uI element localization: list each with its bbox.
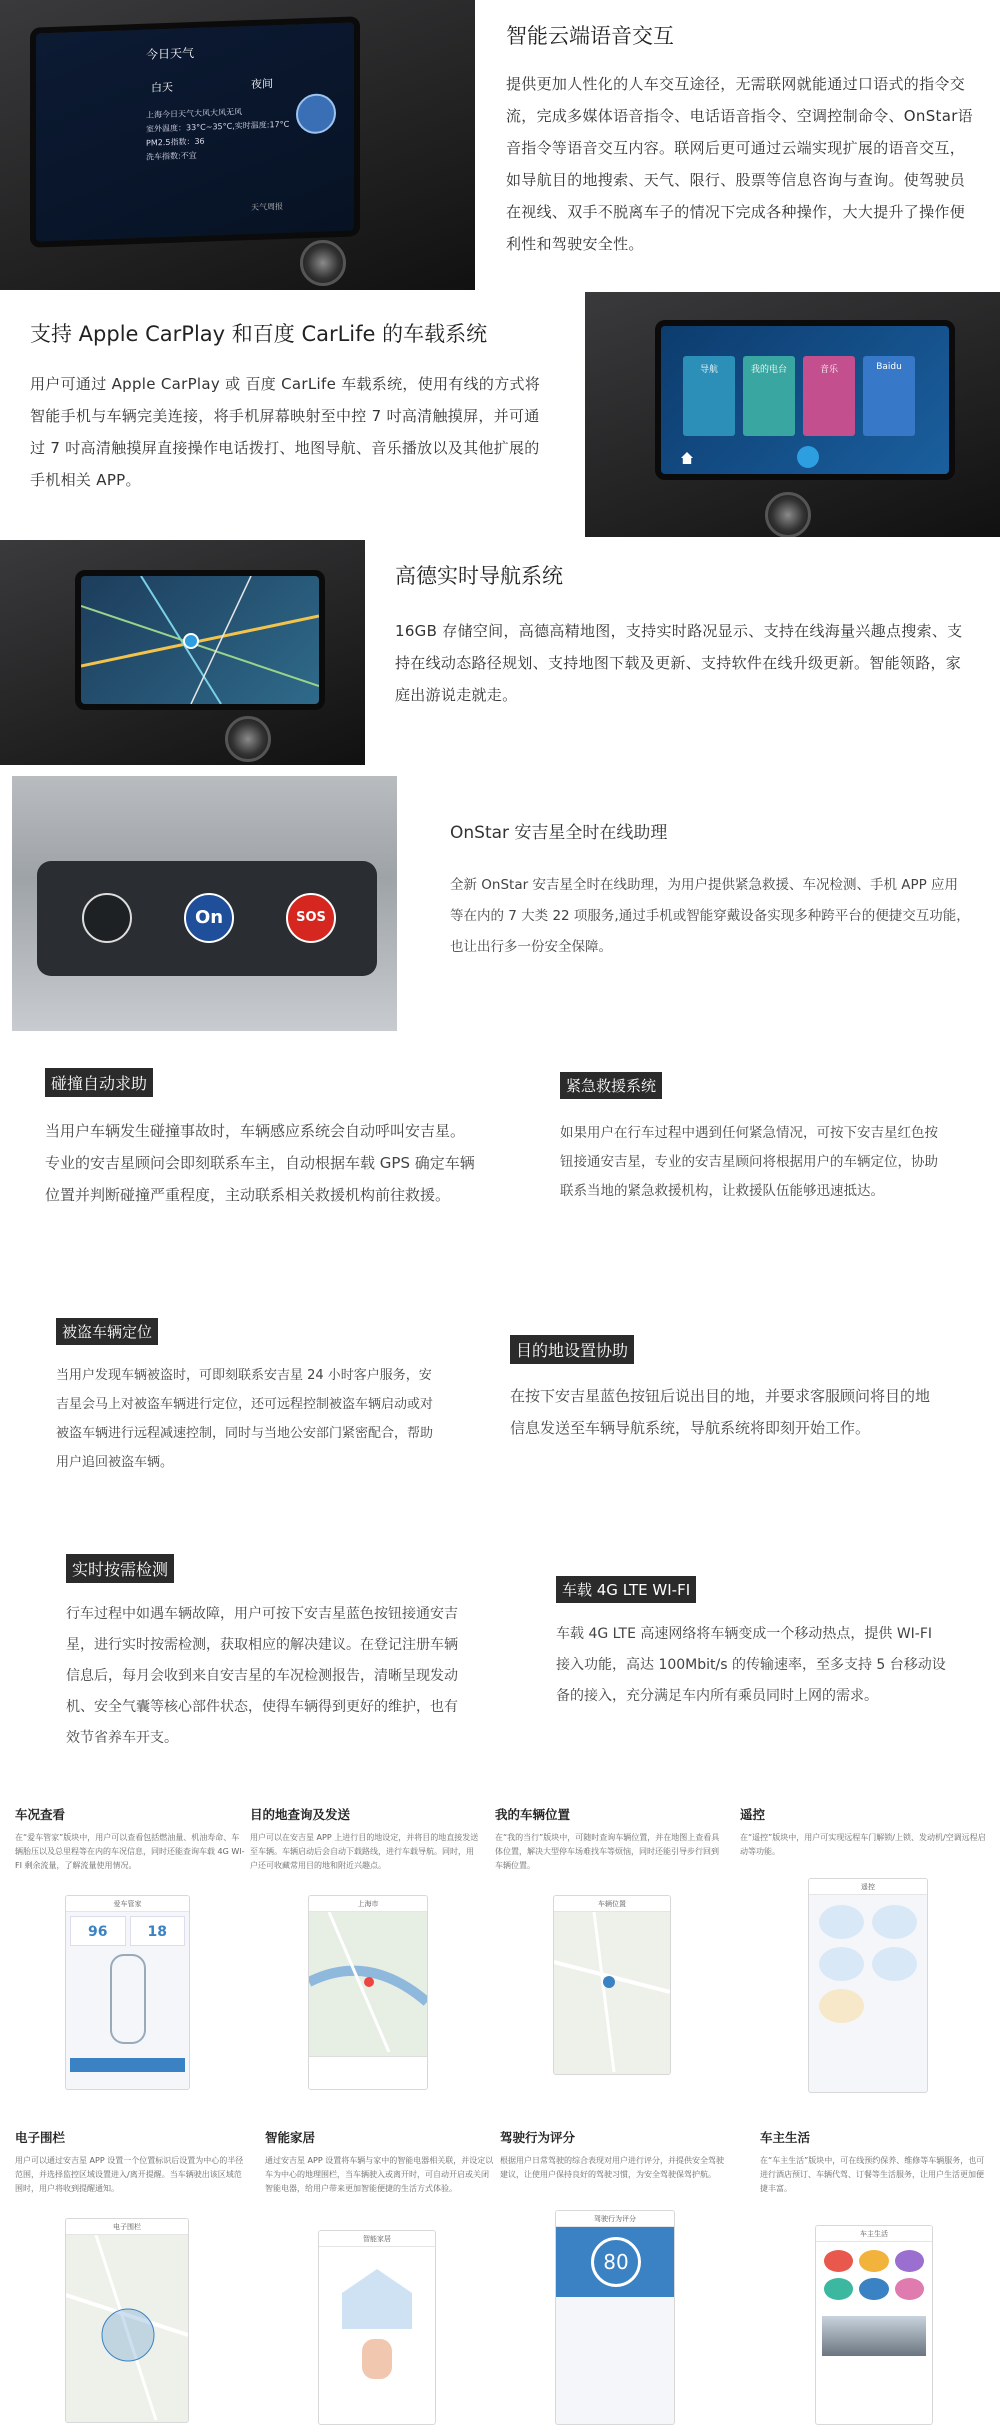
app-title: 电子围栏 <box>15 2130 66 2145</box>
app-tile <box>15 1805 245 1873</box>
app-desc: 在“遥控”版块中，用户可实现远程车门解锁/上锁、发动机/空调远程启动等功能。 <box>740 1833 986 1856</box>
carplay-tile-nav[interactable]: 导航 <box>683 356 735 436</box>
house-icon <box>342 2269 412 2329</box>
feature-label: 目的地设置协助 <box>510 1335 634 1364</box>
phone-title: 车辆位置 <box>554 1896 670 1912</box>
service-icon[interactable] <box>859 2250 888 2272</box>
phone-car-status <box>65 1895 190 2090</box>
sos-button[interactable]: SOS <box>286 893 336 943</box>
carplay-knob <box>765 492 811 537</box>
feature-theft <box>56 1318 436 1477</box>
carplay-tile-baidu[interactable]: Baidu <box>863 356 915 436</box>
feature-label: 被盗车辆定位 <box>56 1318 158 1345</box>
app-desc: 在“车主生活”版块中，可在线预约保养、维修等车辆服务，也可进行酒店预订、车辆代驾、订餐等生活服务，让用户生活更加便捷丰富。 <box>760 2156 985 2193</box>
service-icon[interactable] <box>859 2278 888 2300</box>
phone-remote <box>808 1878 928 2093</box>
feature-collision <box>45 1068 475 1211</box>
feature-label: 紧急救援系统 <box>560 1072 662 1099</box>
oil-value: 18 <box>130 1916 186 1946</box>
lock-icon[interactable] <box>819 1905 864 1939</box>
car-banner-image <box>822 2316 926 2356</box>
app-desc: 在“我的当行”版块中，可随时查询车辆位置，并在地图上查看具体位置，解决大型停车场难找车等烦恼，同时还能引导步行回到车辆位置。 <box>495 1833 720 1870</box>
carplay-body: 用户可通过 Apple CarPlay 或 百度 CarLife 车载系统，使用有线的方式将智能手机与车辆完美连接，将手机屏幕映射至中控 7 吋高清触摸屏，并可通过 7 吋高清触摸屏直接操作电话拨打、地图导航、音乐播放以及其他扩展的手机相关 APP。 <box>30 375 541 489</box>
phone-smart-home <box>318 2230 436 2425</box>
feature-label: 实时按需检测 <box>66 1554 174 1583</box>
phone-destination <box>308 1895 428 2090</box>
carplay-photo <box>585 292 1000 537</box>
map-icon <box>309 1912 427 2052</box>
phone-driving-score <box>555 2210 675 2425</box>
app-desc: 用户可以通过安吉星 APP 设置一个位置标识后设置为中心的半径范围，并选择监控区域设置进入/离开提醒。当车辆驶出该区域范围时，用户将收到提醒通知。 <box>15 2156 244 2193</box>
onstar-on-button[interactable]: On <box>184 893 234 943</box>
carplay-tile-music[interactable]: 音乐 <box>803 356 855 436</box>
screen-footer: 天气周报 <box>251 201 283 213</box>
service-icon[interactable] <box>895 2278 924 2300</box>
feature-destination <box>510 1335 940 1444</box>
feature-label: 碰撞自动求助 <box>45 1068 153 1097</box>
screen-header: 今日天气 <box>146 46 195 62</box>
voice-title: 智能云端语音交互 <box>506 24 674 48</box>
nav-screen <box>75 570 325 710</box>
app-tile <box>760 2128 990 2196</box>
phone-title: 车主生活 <box>816 2226 932 2242</box>
car-top-icon <box>110 1954 146 2044</box>
app-title: 我的车辆位置 <box>495 1807 571 1822</box>
onstar-photo <box>12 776 397 1031</box>
phone-title: 爱车管家 <box>66 1896 189 1912</box>
phone-geofence <box>65 2218 189 2423</box>
feature-emergency <box>560 1072 950 1206</box>
ac-icon[interactable] <box>872 1947 917 1981</box>
feature-wifi <box>556 1576 946 1712</box>
nav-title: 高德实时导航系统 <box>395 564 563 588</box>
score-value: 80 <box>591 2237 641 2287</box>
carplay-tile-radio[interactable]: 我的电台 <box>743 356 795 436</box>
screen-night: 夜间 <box>251 77 273 92</box>
app-title: 驾驶行为评分 <box>500 2130 576 2145</box>
unlock-icon[interactable] <box>872 1905 917 1939</box>
nav-body: 16GB 存储空间，高德高精地图，支持实时路况显示、支持在线海量兴趣点搜索、支持在线动态路径规划、支持地图下载及更新、支持软件在线升级更新。智能领路，家庭出游说走就走。 <box>395 622 963 704</box>
screen-line4: 洗车指数:不宜 <box>146 150 197 162</box>
app-tile <box>265 2128 495 2196</box>
hand-icon <box>362 2339 392 2379</box>
service-icon[interactable] <box>824 2250 853 2272</box>
app-tile <box>495 1805 725 1873</box>
voice-screen <box>30 16 360 248</box>
home-icon[interactable] <box>681 452 693 464</box>
phone-car-location <box>553 1895 671 2075</box>
feature-diagnosis <box>66 1554 466 1754</box>
onstar-title: OnStar 安吉星全时在线助理 <box>450 823 668 843</box>
phone-title: 驾驶行为评分 <box>556 2211 674 2227</box>
app-desc: 用户可以在安吉星 APP 上进行目的地设定，并将目的地直接发送至车辆。车辆启动后会自动下载路线，进行车载导航。同时，用户还可收藏常用目的地和附近兴趣点。 <box>250 1833 479 1870</box>
app-title: 车况查看 <box>15 1807 66 1822</box>
feature-body: 车载 4G LTE 高速网络将车辆变成一个移动热点，提供 WI-FI 接入功能，高达 100Mbit/s 的传输速率，至多支持 5 台移动设备的接入，充分满足车内所有乘员同时上网的需求。 <box>556 1626 946 1704</box>
nav-knob <box>225 716 271 762</box>
screen-line2: 室外温度：33°C~35°C,实时温度:17°C <box>146 119 290 134</box>
feature-body: 行车过程中如遇车辆故障，用户可按下安吉星蓝色按钮接通安吉星，进行实时按需检测，获取相应的解决建议。在登记注册车辆信息后，每月会收到来自安吉星的车况检测报告，清晰呈现发动机、安全气囊等核心部件状态，使得车辆得到更好的维护，也有效节省养车开支。 <box>66 1606 458 1746</box>
voice-photo <box>0 0 475 290</box>
app-title: 遥控 <box>740 1807 766 1822</box>
app-title: 智能家居 <box>265 2130 316 2145</box>
app-desc: 通过安吉星 APP 设置将车辆与家中的智能电器相关联，并设定以车为中心的地理围栏，当车辆驶入或离开时，可自动开启或关闭智能电器，给用户带来更加智能便捷的生活方式体验。 <box>265 2156 494 2193</box>
geofence-map-icon <box>66 2235 188 2420</box>
app-desc: 在“爱车管家”版块中，用户可以查看包括燃油量、机油寿命、车辆胎压以及总里程等在内的车况信息，同时还能查询车载 4G WI-FI 剩余流量，了解流量使用情况。 <box>15 1833 245 1870</box>
app-title: 车主生活 <box>760 2130 811 2145</box>
app-tile <box>15 2128 245 2196</box>
call-button-icon[interactable] <box>82 893 132 943</box>
app-title: 目的地查询及发送 <box>250 1807 351 1822</box>
phone-owner-life <box>815 2225 933 2425</box>
screen-day: 白天 <box>151 80 173 95</box>
carplay-screen <box>655 320 955 480</box>
fuel-value: 96 <box>70 1916 126 1946</box>
horn-icon[interactable] <box>819 1989 864 2023</box>
phone-title: 上海市 <box>309 1896 427 1912</box>
carplay-title: 支持 Apple CarPlay 和百度 CarLife 的车载系统 <box>30 322 488 346</box>
app-tile <box>500 2128 730 2182</box>
phone-title: 遥控 <box>809 1879 927 1895</box>
feature-label: 车载 4G LTE WI-FI <box>556 1576 696 1603</box>
voice-body: 提供更加人性化的人车交互途径，无需联网就能通过口语式的指令交流，完成多媒体语音指令、电话语音指令、空调控制命令、OnStar语音指令等语音交互内容。联网后更可通过云端实现扩展的语音交互，如导航目的地搜索、天气、限行、股票等信息咨询与查询。使驾驶员在视线、双手不脱离车子的情况下完成各种操作，大大提升了操作便利性和驾驶安全性。 <box>506 75 973 253</box>
volume-knob <box>300 240 346 286</box>
engine-start-icon[interactable] <box>819 1947 864 1981</box>
app-desc: 根据用户日常驾驶的综合表现对用户进行评分，并提供安全驾驶建议，让使用户保持良好的驾驶习惯，为安全驾驶保驾护航。 <box>500 2156 724 2179</box>
feature-body: 当用户发现车辆被盗时，可即刻联系安吉星 24 小时客户服务，安吉星会马上对被盗车辆进行定位，还可远程控制被盗车辆启动或对被盗车辆进行远程减速控制，同时与当地公安部门紧密配合，帮助用户追回被盗车辆。 <box>56 1368 434 1470</box>
send-button[interactable] <box>309 2056 427 2090</box>
service-icon[interactable] <box>824 2278 853 2300</box>
microphone-icon <box>296 93 336 134</box>
refresh-button[interactable] <box>70 2058 185 2072</box>
map-roads <box>81 576 319 704</box>
onstar-body: 全新 OnStar 安吉星全时在线助理，为用户提供紧急救援、车况检测、手机 APP 应用等在内的 7 大类 22 项服务,通过手机或智能穿戴设备实现多种跨平台的便捷交互功能，也让出行多一份安全保障。 <box>450 877 970 955</box>
phone-title: 电子围栏 <box>66 2219 188 2235</box>
mic-button-icon[interactable] <box>797 446 819 468</box>
feature-body: 在按下安吉星蓝色按钮后说出目的地，并要求客服顾问将目的地信息发送至车辆导航系统，导航系统将即刻开始工作。 <box>510 1387 931 1437</box>
app-tile <box>740 1805 990 1859</box>
service-icon[interactable] <box>895 2250 924 2272</box>
phone-title: 智能家居 <box>319 2231 435 2247</box>
location-map-icon <box>554 1912 670 2072</box>
screen-line1: 上海今日天气大风大风无风 <box>146 107 242 120</box>
nav-photo <box>0 540 365 765</box>
app-tile <box>250 1805 480 1873</box>
feature-body: 如果用户在行车过程中遇到任何紧急情况，可按下安吉星红色按钮接通安吉星，专业的安吉星顾问将根据用户的车辆定位，协助联系当地的紧急救援机构，让救援队伍能够迅速抵达。 <box>560 1125 938 1199</box>
screen-line3: PM2.5指数：36 <box>146 136 205 148</box>
feature-body: 当用户车辆发生碰撞事故时，车辆感应系统会自动呼叫安吉星。专业的安吉星顾问会即刻联系车主，自动根据车载 GPS 确定车辆位置并判断碰撞严重程度，主动联系相关救援机构前往救援。 <box>45 1122 475 1204</box>
